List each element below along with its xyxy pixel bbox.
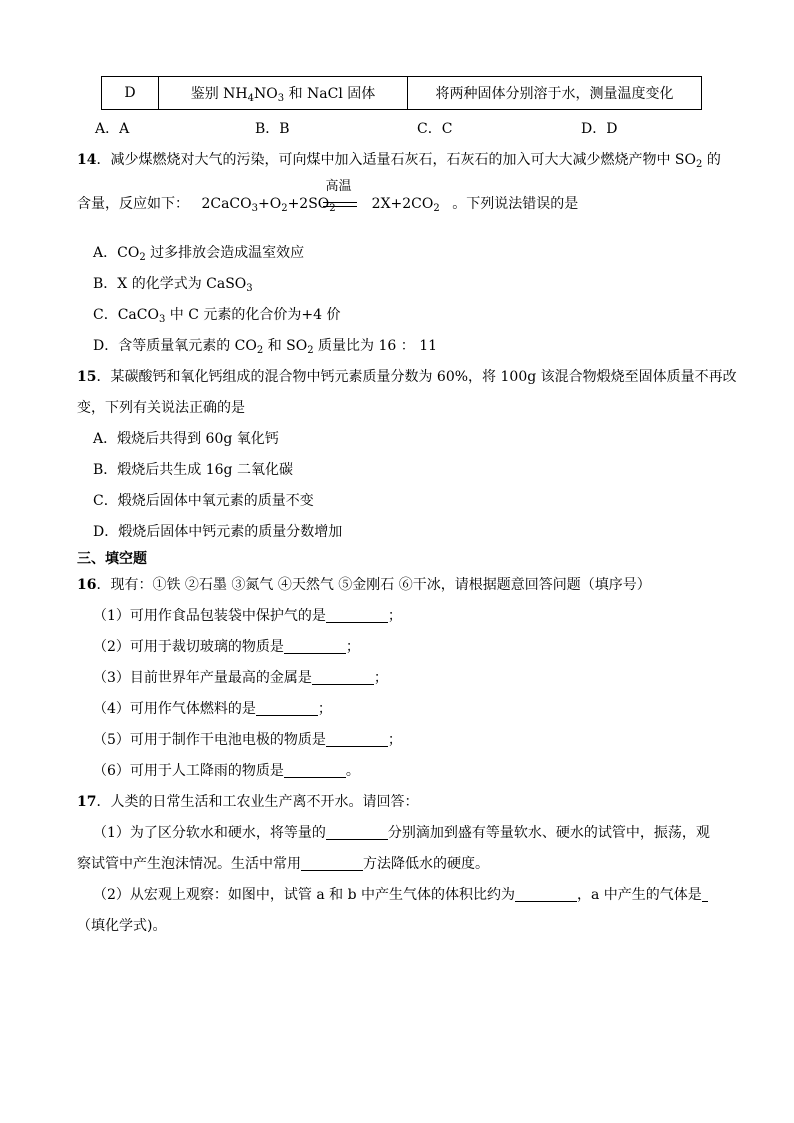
text: ．某碳酸钙和氧化钙组成的混合物中钙元素质量分数为 60%，将 100g 该混合物煅烧至固体质量不再改 — [96, 369, 737, 385]
text: 中 C 元素的化合价为+4 价 — [165, 307, 341, 323]
subscript: 3 — [277, 92, 285, 104]
q15-stem-line2: 变，下列有关说法正确的是 — [77, 400, 245, 416]
text: ； — [373, 670, 388, 686]
subscript: 2 — [139, 252, 146, 263]
q17-stem — [77, 792, 418, 812]
answer-blank[interactable] — [284, 637, 346, 654]
text: （2）可用于裁切玻璃的物质是 — [93, 639, 284, 655]
q15-option-c[interactable]: C．煅烧后固体中氧元素的质量不变 — [93, 493, 314, 509]
text: 2CaCO — [201, 196, 252, 212]
q17-part1-line1 — [93, 823, 710, 843]
answer-blank[interactable] — [326, 730, 388, 747]
q16-stem — [77, 575, 651, 595]
answer-blank[interactable] — [301, 854, 363, 871]
choice-c[interactable]: C．C — [417, 121, 453, 137]
subscript: 3 — [246, 283, 253, 294]
q16-item-5 — [93, 730, 402, 750]
text: （5）可用于制作干电池电极的物质是 — [93, 732, 326, 748]
q16-item-4 — [93, 699, 332, 719]
text: 2X+2CO — [371, 196, 434, 212]
subscript: 2 — [256, 345, 264, 356]
q14-option-a[interactable] — [93, 243, 304, 268]
text: 方法降低水的硬度。 — [363, 856, 489, 872]
text: （4）可用作气体燃料的是 — [93, 701, 256, 717]
table-row — [102, 77, 702, 110]
subscript: 2 — [307, 345, 314, 356]
text: 。 — [345, 763, 360, 779]
text: （2）从宏观上观察：如图中，试管 a 和 b 中产生气体的体积比约为 — [93, 887, 516, 903]
q15-stem-line1 — [77, 367, 737, 387]
text: 察试管中产生泡沫情况。生活中常用 — [77, 856, 301, 872]
text: ； — [387, 608, 402, 624]
answer-blank[interactable] — [702, 885, 708, 902]
text: 鉴别 NH — [190, 85, 248, 102]
question-number: 17 — [77, 794, 97, 810]
choice-d[interactable]: D．D — [581, 121, 618, 137]
subscript: 4 — [247, 92, 255, 104]
subscript: 2 — [329, 203, 336, 214]
answer-blank[interactable] — [326, 823, 388, 840]
text: （3）目前世界年产量最高的金属是 — [93, 670, 312, 686]
text: （1）可用作食品包装袋中保护气的是 — [93, 608, 326, 624]
table-cell-purpose — [159, 77, 408, 110]
q16-item-2 — [93, 637, 360, 657]
subscript: 2 — [696, 159, 703, 170]
subscript: 3 — [158, 314, 166, 325]
text: +O — [257, 196, 282, 212]
option-table — [101, 76, 702, 110]
q13-choices — [95, 118, 695, 138]
table-cell-label: D — [102, 77, 159, 110]
q14-option-c[interactable] — [93, 305, 341, 330]
text: 的 — [702, 152, 721, 168]
text: 。下列说法错误的是 — [452, 196, 579, 212]
answer-blank[interactable] — [256, 699, 318, 716]
subscript: 2 — [281, 203, 288, 214]
q15-option-b[interactable]: B．煅烧后共生成 16g 二氧化碳 — [93, 462, 293, 478]
q17-part2-line1 — [93, 885, 708, 905]
text: B．X 的化学式为 CaSO — [93, 276, 247, 292]
q16-item-1 — [93, 606, 402, 626]
text: 和 SO — [263, 338, 308, 354]
reaction-condition: 高温 — [325, 179, 352, 194]
text: 过多排放会造成温室效应 — [145, 245, 305, 261]
answer-blank[interactable] — [312, 668, 374, 685]
text: 分别滴加到盛有等量软水、硬水的试管中，振荡，观 — [387, 825, 710, 841]
subscript: 3 — [251, 203, 258, 214]
answer-blank[interactable] — [326, 606, 388, 623]
text: D．含等质量氧元素的 CO — [93, 338, 257, 354]
text: 和 NaCl 固体 — [284, 85, 376, 102]
subscript: 2 — [433, 203, 440, 214]
q16-item-3 — [93, 668, 388, 688]
q14-stem-line1 — [77, 150, 721, 175]
question-number: 15 — [77, 369, 97, 385]
text: C．CaCO — [93, 307, 159, 323]
section-heading: 三、填空题 — [77, 551, 147, 567]
text: ； — [387, 732, 402, 748]
q14-stem-line2 — [77, 179, 579, 219]
q17-part1-line2 — [77, 854, 489, 874]
text: （6）可用于人工降雨的物质是 — [93, 763, 284, 779]
choice-a[interactable]: A．A — [95, 121, 130, 137]
text: ．人类的日常生活和工农业生产离不开水。请回答： — [96, 794, 419, 810]
q16-item-6 — [93, 761, 360, 781]
text: +2SO — [287, 196, 330, 212]
q14-option-d[interactable] — [93, 336, 437, 361]
text: ，a 中产生的气体是 — [577, 887, 702, 903]
text: ．现有：①铁 ②石墨 ③氮气 ④天然气 ⑤金刚石 ⑥干冰，请根据题意回答问题（填序号） — [96, 577, 651, 593]
question-number: 14 — [77, 152, 97, 168]
q14-option-b[interactable] — [93, 274, 253, 299]
q15-option-d[interactable]: D．煅烧后固体中钙元素的质量分数增加 — [93, 524, 343, 540]
equals-sign — [323, 202, 357, 207]
question-number: 16 — [77, 577, 97, 593]
q17-part2-line2: （填化学式)。 — [77, 918, 167, 934]
text: A．CO — [93, 245, 140, 261]
text: NO — [254, 85, 278, 102]
q15-option-a[interactable]: A．煅烧后共得到 60g 氧化钙 — [93, 431, 279, 447]
text: ．减少煤燃烧对大气的污染，可向煤中加入适量石灰石，石灰石的加入可大大减少燃烧产物中 SO — [96, 152, 697, 168]
text: ； — [345, 639, 360, 655]
table-cell-method: 将两种固体分别溶于水，测量温度变化 — [408, 77, 702, 110]
text: （1）为了区分软水和硬水，将等量的 — [93, 825, 326, 841]
text: 质量比为 16 ： 11 — [313, 338, 438, 354]
answer-blank[interactable] — [284, 761, 346, 778]
chemical-equation — [201, 179, 440, 219]
choice-b[interactable]: B．B — [255, 121, 290, 137]
text: ； — [317, 701, 332, 717]
text: 含量，反应如下： — [77, 196, 189, 212]
answer-blank[interactable] — [515, 885, 577, 902]
